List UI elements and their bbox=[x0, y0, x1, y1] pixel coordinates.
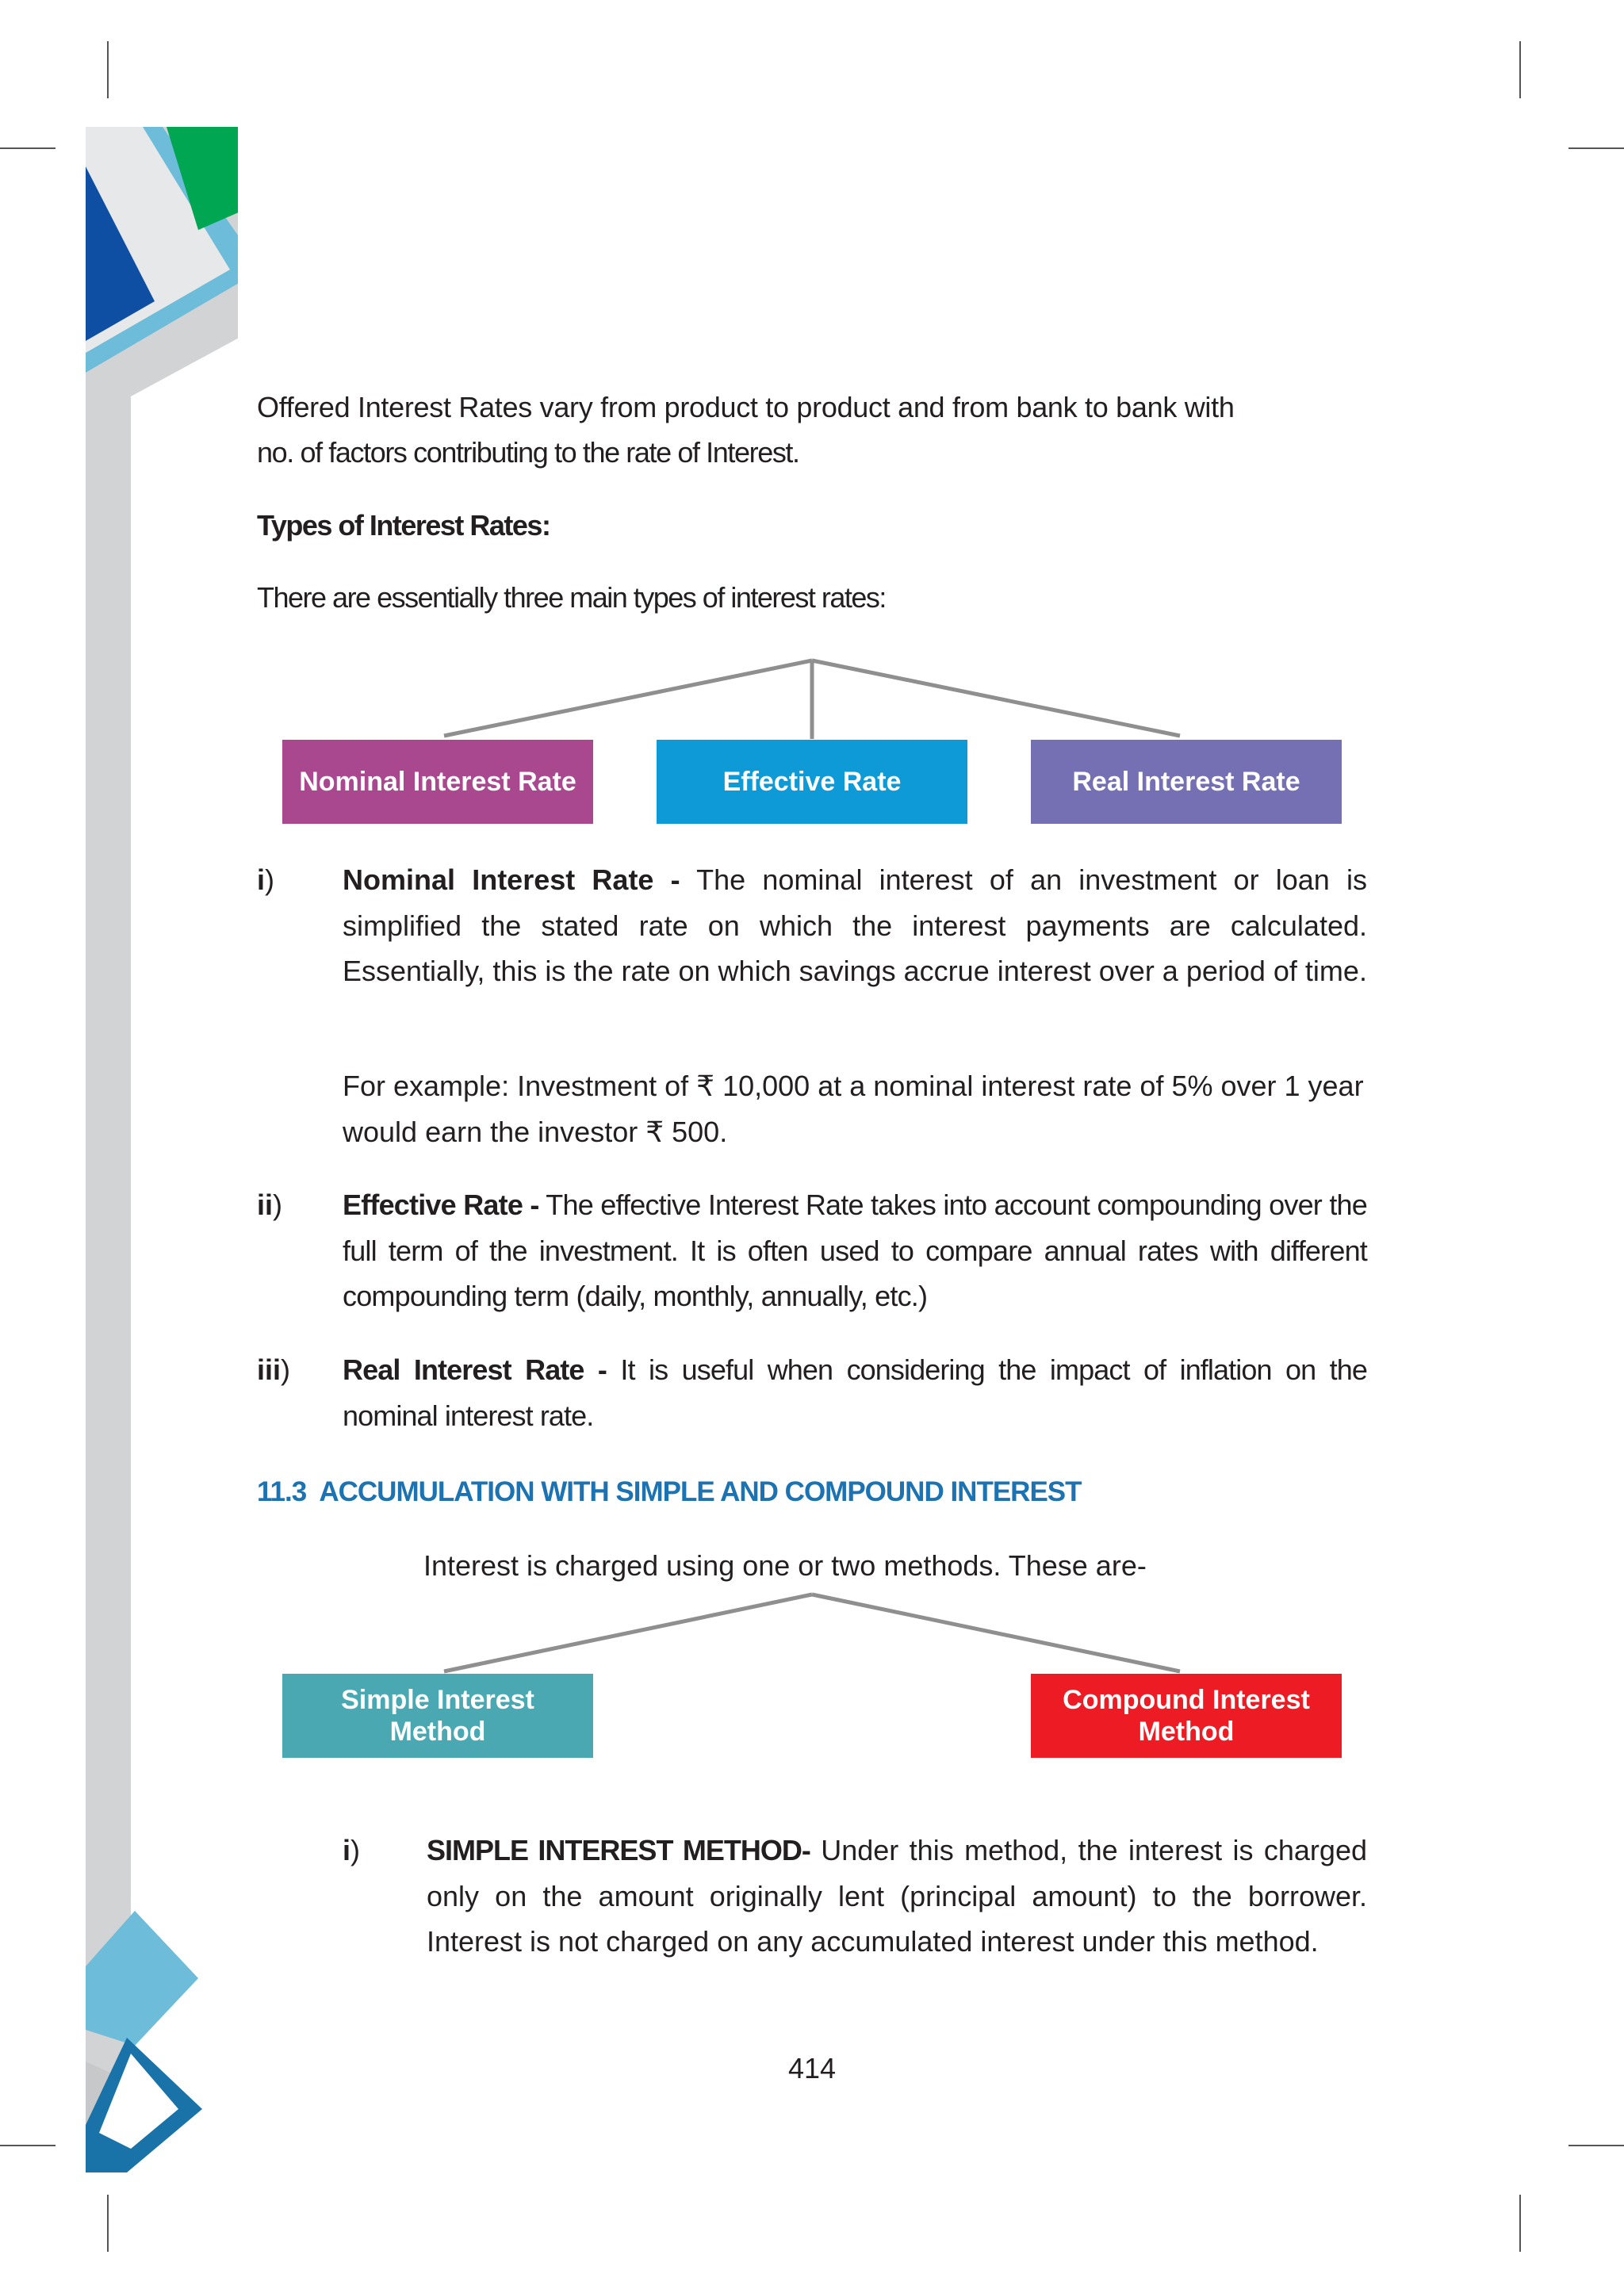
item-i-title: Nominal Interest Rate - bbox=[343, 863, 680, 896]
types-heading: Types of Interest Rates: bbox=[257, 509, 550, 542]
item-ii-marker: ii) bbox=[257, 1189, 283, 1221]
item-ii-title: Effective Rate - bbox=[343, 1189, 539, 1221]
section-heading: 11.3 ACCUMULATION WITH SIMPLE AND COMPOUND INTEREST bbox=[257, 1476, 1082, 1507]
intro-line-1: Offered Interest Rates vary from product to product and from bank to bank with bbox=[257, 391, 1235, 423]
item-i-example: For example: Investment of ₹ 10,000 at a nominal interest rate of 5% over 1 year would earn the investor ₹ 500. bbox=[343, 1070, 1364, 1148]
methods-intro: Interest is charged using one or two methods. These are- bbox=[423, 1549, 1147, 1582]
simple-interest-method-box: Simple Interest Method bbox=[282, 1674, 593, 1758]
item-iii-text: It is useful when considering the impact of inflation on the nominal interest rate. bbox=[343, 1353, 1367, 1432]
nominal-interest-rate-box: Nominal Interest Rate bbox=[282, 740, 593, 824]
types-intro: There are essentially three main types of interest rates: bbox=[257, 581, 886, 614]
simple-method-paragraph bbox=[427, 1828, 1367, 1965]
item-ii-text: The effective Interest Rate takes into account compounding over the full term of the investment. It is often used to compare annual rates with different compounding term (daily, monthly, annually, etc.) bbox=[343, 1189, 1367, 1312]
page-number: 414 bbox=[787, 2052, 837, 2084]
simple-method-title: SIMPLE INTEREST METHOD- bbox=[427, 1834, 810, 1866]
item-i-marker: i) bbox=[257, 863, 275, 896]
simple-method-text: Under this method, the interest is charged only on the amount originally lent (principal amount) to the borrower. Interest is not charged on any accumulated interest under this method. bbox=[427, 1834, 1367, 1958]
item-iii-title: Real Interest Rate - bbox=[343, 1353, 607, 1386]
item-iii-marker: iii) bbox=[257, 1353, 291, 1386]
intro-line-2: no. of factors contributing to the rate of Interest. bbox=[257, 436, 799, 469]
compound-interest-method-box: Compound Interest Method bbox=[1031, 1674, 1342, 1758]
effective-rate-box: Effective Rate bbox=[657, 740, 967, 824]
item-i-text: The nominal interest of an investment or loan is simplified the stated rate on which the interest payments are calculated. Essentially, this is the rate on which savings accrue interest over a period of time. bbox=[343, 863, 1367, 987]
real-interest-rate-box: Real Interest Rate bbox=[1031, 740, 1342, 824]
simple-method-marker: i) bbox=[343, 1834, 361, 1866]
